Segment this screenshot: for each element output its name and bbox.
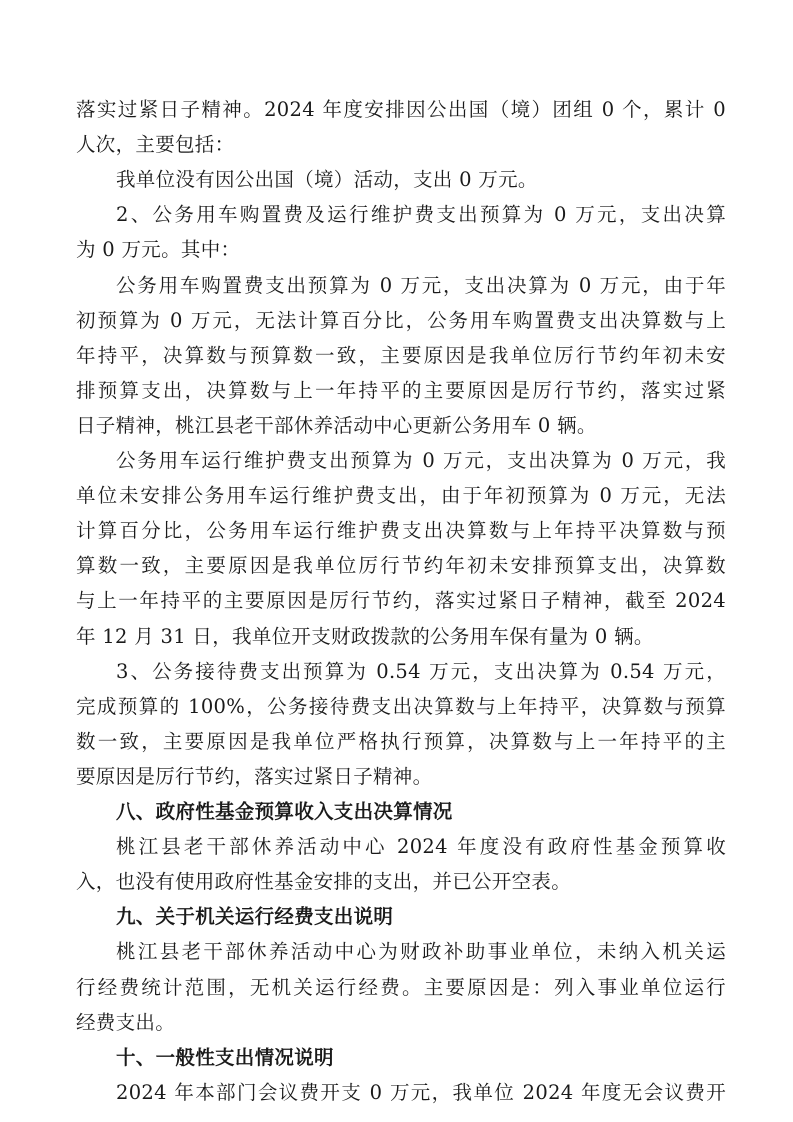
text-line: 行经费统计范围，无机关运行经费。主要原因是：列入事业单位运行 [76,975,726,999]
text-line: 数一致，主要原因是我单位严格执行预算，决算数与上一年持平的主 [76,729,726,753]
text-line: 算数一致，主要原因是我单位厉行节约年初未安排预算支出，决算数 [76,554,726,578]
text-line: 经费支出。 [76,1010,176,1034]
text-line: 3、公务接待费支出预算为 0.54 万元，支出决算为 0.54 万元， [116,659,726,683]
section-heading: 八、政府性基金预算收入支出决算情况 [116,800,453,823]
text-line: 公务用车运行维护费支出预算为 0 万元，支出决算为 0 万元，我 [116,449,726,472]
text-line: 完成预算的 100%，公务接待费支出决算数与上年持平，决算数与预算 [76,694,726,718]
text-line: 日子精神，桃江县老干部休养活动中心更新公务用车 0 辆。 [76,413,597,437]
text-line: 落实过紧日子精神。2024 年度安排因公出国（境）团组 0 个，累计 0 [76,98,726,121]
text-line: 年持平，决算数与预算数一致，主要原因是我单位厉行节约年初未安 [76,343,726,367]
text-line: 2024 年本部门会议费开支 0 万元，我单位 2024 年度无会议费开 [116,1080,726,1104]
text-line: 排预算支出，决算数与上一年持平的主要原因是厉行节约，落实过紧 [76,378,726,402]
text-line: 我单位没有因公出国（境）活动，支出 0 万元。 [116,168,538,192]
section-heading: 九、关于机关运行经费支出说明 [116,905,394,929]
text-line: 单位未安排公务用车运行维护费支出，由于年初预算为 0 万元，无法 [76,484,726,508]
text-line: 入，也没有使用政府性基金安排的支出，并已公开空表。 [76,870,572,894]
text-line: 计算百分比，公务用车运行维护费支出决算数与上年持平决算数与预 [76,519,726,543]
text-line: 为 0 万元。其中： [76,238,241,262]
text-line: 公务用车购置费支出预算为 0 万元，支出决算为 0 万元，由于年 [116,273,726,297]
text-line: 人次，主要包括： [76,133,235,157]
text-line: 桃江县老干部休养活动中心为财政补助事业单位，未纳入机关运 [116,940,726,964]
text-line: 要原因是厉行节约，落实过紧日子精神。 [76,764,433,788]
text-line: 与上一年持平的主要原因是厉行节约，落实过紧日子精神，截至 2024 [76,589,726,613]
text-line: 2、公务用车购置费及运行维护费支出预算为 0 万元，支出决算 [116,203,726,227]
text-line: 年 12 月 31 日，我单位开支财政拨款的公务用车保有量为 0 辆。 [76,624,654,648]
text-line: 桃江县老干部休养活动中心 2024 年度没有政府性基金预算收 [116,835,726,859]
section-heading: 十、一般性支出情况说明 [116,1045,334,1069]
text-line: 初预算为 0 万元，无法计算百分比，公务用车购置费支出决算数与上 [76,308,726,332]
